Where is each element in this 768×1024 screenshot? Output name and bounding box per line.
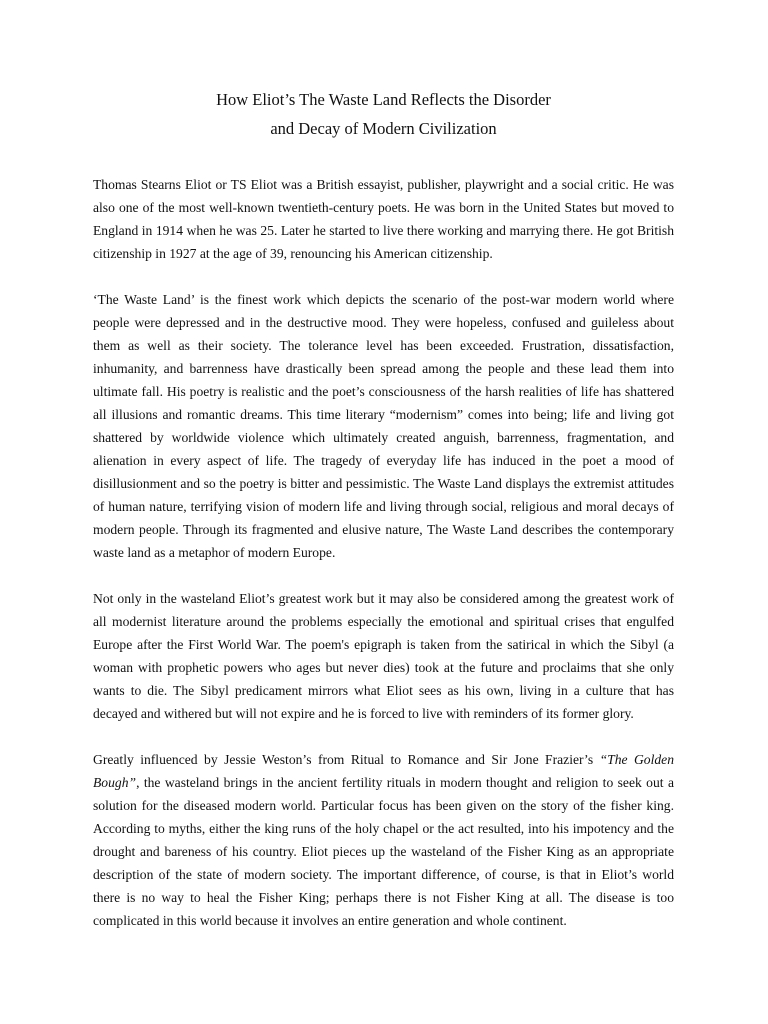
paragraph-1: Thomas Stearns Eliot or TS Eliot was a British essayist, publisher, playwright and a social critic. He was also one of the most well-known twentieth-century poets. He was born in the United States but moved to England in 1914 when he was 25. Later he started to live there working and marrying there. He got British citizenship in 1927 at the age of 39, renouncing his American citizenship. xyxy=(93,177,674,261)
paragraph-2: ‘The Waste Land’ is the finest work which depicts the scenario of the post-war modern world where people were depressed and in the destructive mood. They were hopeless, confused and guileless about them as well as their society. The tolerance level has been exceeded. Frustration, dissatisfaction, inhumanity, and barrenness have drastically been spread among the people and these lead them into ultimate fall. His poetry is realistic and the poet’s consciousness of the harsh realities of life has shattered all illusions and romantic dreams. This time literary “modernism” comes into being; life and living got shattered by worldwide violence which ultimately created anguish, barrenness, fragmentation, and alienation in every aspect of life. The tragedy of everyday life has induced in the poet a mood of disillusionment and so the poetry is bitter and pessimistic. The Waste Land displays the extremist attitudes of human nature, terrifying vision of modern life and living through social, religious and moral decays of modern people. Through its fragmented and elusive nature, The Waste Land describes the contemporary waste land as a metaphor of modern Europe. xyxy=(93,292,674,560)
paragraph-4 xyxy=(93,748,674,932)
document-page xyxy=(93,85,674,955)
document-title xyxy=(93,85,674,143)
title-line-2: and Decay of Modern Civilization xyxy=(270,119,497,138)
title-line-1: How Eliot’s The Waste Land Reflects the Disorder xyxy=(216,90,551,109)
paragraph-4-text-a: Greatly influenced by Jessie Weston’s from Ritual to Romance and Sir Jone Frazier’s xyxy=(93,752,600,767)
paragraph-3: Not only in the wasteland Eliot’s greatest work but it may also be considered among the greatest work of all modernist literature around the problems especially the emotional and spiritual crises that engulfed Europe after the First World War. The poem's epigraph is taken from the satirical in which the Sibyl (a woman with prophetic powers who ages but never dies) took at the future and proclaims that she only wants to die. The Sibyl predicament mirrors what Eliot sees as his own, living in a culture that has decayed and withered but will not expire and he is forced to live with reminders of its former glory. xyxy=(93,591,674,721)
paragraph-4-book-title: “The Golden Bough” xyxy=(93,752,674,790)
paragraph-4-text-b: , the wasteland brings in the ancient fertility rituals in modern thought and religion to seek out a solution for the diseased modern world. Particular focus has been given on the story of the fisher king. According to myths, either the king runs of the holy chapel or the act resulted, into his impotency and the drought and bareness of his country. Eliot pieces up the wasteland of the Fisher King as an appropriate description of the state of modern society. The important difference, of course, is that in Eliot’s world there is no way to heal the Fisher King; perhaps there is not Fisher King at all. The disease is too complicated in this world because it involves an entire generation and whole continent. xyxy=(93,775,674,928)
